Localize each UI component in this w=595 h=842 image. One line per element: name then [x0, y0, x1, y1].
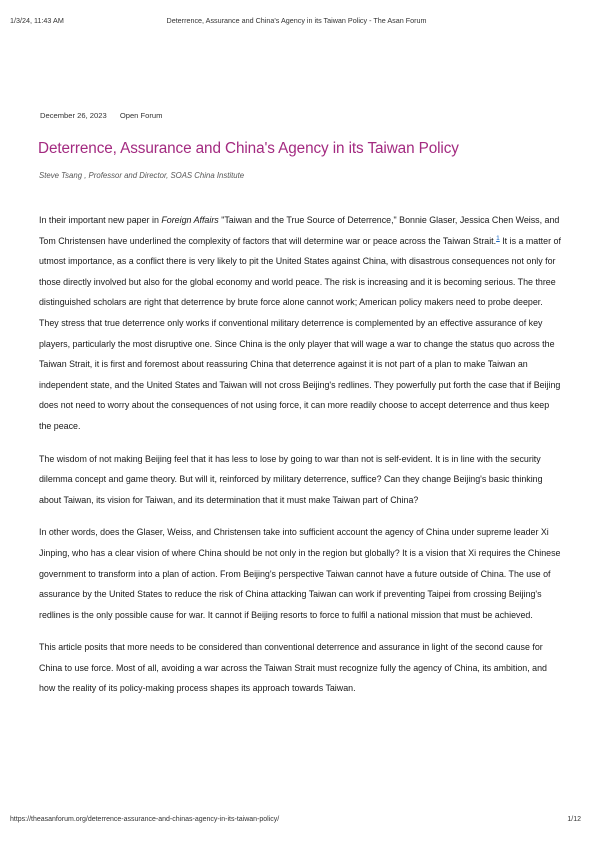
article-body	[39, 210, 561, 711]
category-link[interactable]: Open Forum	[119, 111, 163, 120]
paragraph-3: In other words, does the Glaser, Weiss, and Christensen take into sufficient account the agency of China under supreme leader Xi Jinping, who has a clear vision of where China should be not only in the region but globally? It is a vision that Xi requires the Chinese government to transform into a plan of action. From Beijing's perspective Taiwan cannot have a future outside of China. The use of assurance by the United States to reduce the risk of China attacking Taiwan can work if preventing Taipei from crossing Beijing's redlines is the only possible cause for war. It cannot if Beijing resorts to force to fulfil a national mission that must be achieved.	[39, 527, 561, 620]
article-byline: Steve Tsang , Professor and Director, SOAS China Institute	[39, 171, 245, 180]
article-meta	[40, 111, 162, 120]
page-number: 1/12	[567, 816, 581, 823]
paragraph-2: The wisdom of not making Beijing feel that it has less to lose by going to war than not is self-evident. It is in line with the security dilemma concept and game theory. But will it, reinforced by military deterrence, suffice? Can they change Beijing's basic thinking about Taiwan, its vision for Taiwan, and its determination that it must make Taiwan part of China?	[39, 453, 543, 505]
print-datetime: 1/3/24, 11:43 AM	[10, 16, 64, 25]
print-header	[10, 16, 583, 28]
paper-link[interactable]: "Taiwan and the True Source of Deterrence," Bonnie Glaser, Jessica Chen Weiss, and Tom Christensen have underlined the complexity of factors that will determine war or peace across the Taiwan Strait.	[39, 215, 560, 246]
article-date: December 26, 2023	[40, 111, 107, 120]
journal-name: Foreign Affairs	[161, 215, 219, 225]
paragraph-1	[39, 210, 561, 437]
article-title: Deterrence, Assurance and China's Agency in its Taiwan Policy	[38, 140, 459, 157]
paragraph-4: This article posits that more needs to be considered than conventional deterrence and assurance in light of the second cause for China to use force. Most of all, avoiding a war across the Taiwan Strait must recognize fully the agency of China, its ambition, and how the reality of its policy-making process shapes its approach towards Taiwan.	[39, 642, 547, 694]
print-page-title: Deterrence, Assurance and China's Agency in its Taiwan Policy - The Asan Forum	[166, 16, 427, 25]
footnote-link[interactable]: 1	[496, 234, 500, 242]
p1-rest: It is a matter of utmost importance, as a conflict there is very likely to pit the United States against China, with disastrous consequences not only for those directly involved but also for the global economy and world peace. The risk is increasing and it is becoming serious. The three distinguished scholars are right that deterrence by brute force alone cannot work; American policy makers need to probe deeper. They stress that true deterrence only works if conventional military deterrence is complemented by an effective assurance of key players, particularly the most disruptive one. Since China is the only player that will wage a war to change the status quo across the Taiwan Strait, it is first and foremost about reassuring China that deterrence against it is not part of a plan to make Taiwan an independent state, and the United States and Taiwan will not cross Beijing's redlines. They powerfully put forth the case that if Beijing does not need to worry about the consequences of not using force, it can more readily choose to accept deterrence and thus keep the peace.	[39, 235, 561, 431]
page-url: https://theasanforum.org/deterrence-assurance-and-chinas-agency-in-its-taiwan-policy/	[10, 816, 280, 823]
p1-intro: In their important new paper in	[39, 215, 162, 225]
print-footer	[10, 816, 581, 828]
